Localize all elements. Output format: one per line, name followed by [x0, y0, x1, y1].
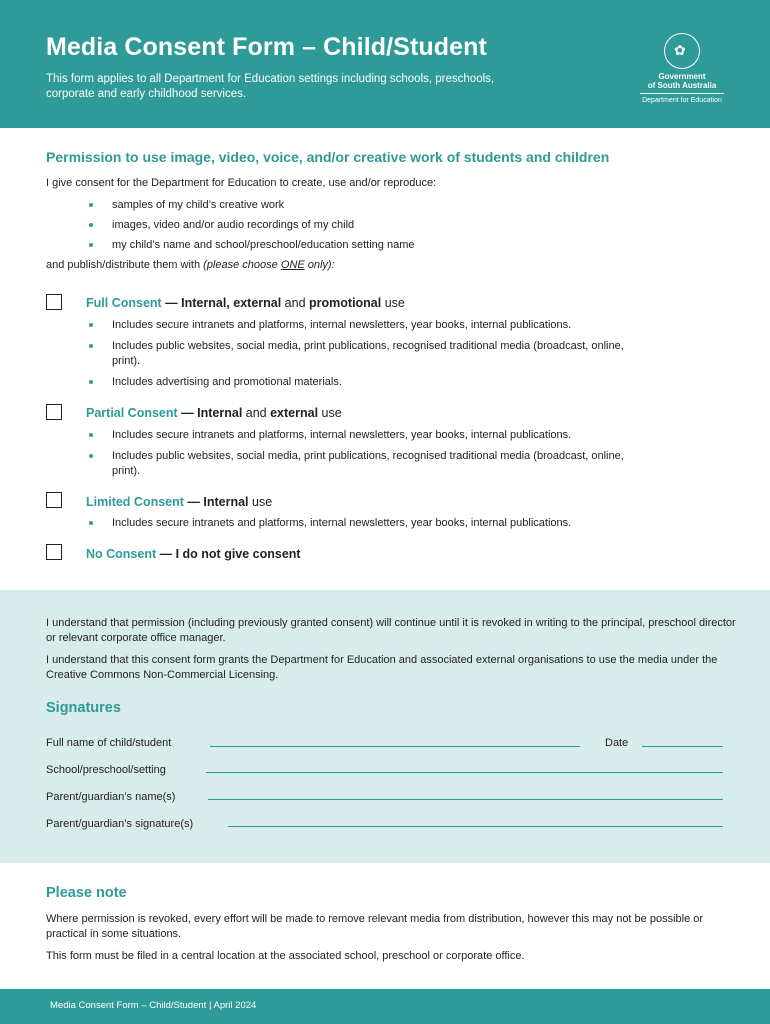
note-paragraph: Where permission is revoked, every effort will be made to remove relevant media from distribution, however this may not be possible or practical in some situations.	[46, 913, 704, 940]
limited-consent-checkbox[interactable]	[46, 492, 62, 508]
limited-consent-label	[86, 494, 272, 510]
option-name: Limited Consent	[86, 495, 184, 509]
option-key2: promotional	[309, 296, 382, 310]
note-title: Please note	[46, 885, 127, 901]
page-header	[0, 0, 770, 128]
permission-title: Permission to use image, video, voice, and/or creative work of students and children	[46, 149, 610, 165]
full-consent-label	[86, 295, 405, 311]
full-consent-checkbox[interactable]	[46, 294, 62, 310]
date-label: Date	[605, 737, 629, 749]
publish-paren-open: (please choose	[203, 259, 281, 271]
note-paragraph: This form must be filed in a central location at the associated school, preschool or corporate office.	[46, 950, 525, 962]
option-name: No Consent	[86, 547, 157, 561]
option-dash: —	[161, 296, 182, 310]
option-dash: —	[177, 406, 198, 420]
logo-gov-line1: Government	[658, 72, 706, 81]
bullet-icon	[89, 223, 93, 227]
option-end: use	[381, 296, 405, 310]
bullet-icon	[89, 243, 93, 247]
school-field[interactable]	[206, 772, 723, 773]
option-bullet: Includes public websites, social media, print publications, recognised traditional media (broadcast, online, print).	[112, 450, 624, 477]
option-dash: —	[183, 495, 204, 509]
publish-paren-close: only):	[304, 259, 335, 271]
parent-name-field[interactable]	[208, 799, 723, 800]
option-mid: and	[281, 296, 310, 310]
option-key1: Internal, external	[181, 296, 282, 310]
page-subtitle: This form applies to all Department for Education settings including schools, preschools, corporate and early childhood services.	[46, 73, 495, 100]
option-name: Partial Consent	[86, 406, 178, 420]
permission-intro: I give consent for the Department for Education to create, use and/or reproduce:	[46, 177, 437, 189]
option-key1: I do not give consent	[175, 547, 301, 561]
logo-divider	[640, 93, 724, 94]
parent-signature-field[interactable]	[228, 826, 723, 827]
page-title: Media Consent Form – Child/Student	[46, 33, 487, 61]
bullet-icon	[89, 454, 93, 458]
full-name-field[interactable]	[210, 746, 580, 747]
option-end: use	[318, 406, 342, 420]
school-label: School/preschool/setting	[46, 764, 166, 776]
option-key1: Internal	[203, 495, 249, 509]
understand-text: I understand that permission (including previously granted consent) will continue until it is revoked in writing to the principal, preschool director or relevant corporate office manager.	[46, 617, 736, 644]
permission-item: my child’s name and school/preschool/education setting name	[112, 239, 415, 251]
bullet-icon	[89, 203, 93, 207]
parent-signature-label: Parent/guardian’s signature(s)	[46, 818, 194, 830]
government-logo	[636, 33, 728, 105]
parent-name-label: Parent/guardian’s name(s)	[46, 791, 176, 803]
option-name: Full Consent	[86, 296, 162, 310]
option-dash: —	[156, 547, 176, 561]
full-name-label: Full name of child/student	[46, 737, 172, 749]
publish-prefix: and publish/distribute them with	[46, 259, 204, 271]
bullet-icon	[89, 323, 93, 327]
permission-item: samples of my child’s creative work	[112, 199, 285, 211]
signatures-title: Signatures	[46, 700, 121, 716]
logo-gov-line2: of South Australia	[647, 81, 717, 90]
partial-consent-checkbox[interactable]	[46, 404, 62, 420]
logo-dept: Department for Education	[642, 97, 722, 104]
bullet-icon	[89, 344, 93, 348]
bullet-icon	[89, 433, 93, 437]
option-bullet: Includes secure intranets and platforms, internal newsletters, year books, internal publications.	[112, 429, 572, 441]
bullet-icon	[89, 521, 93, 525]
understand-text: I understand that this consent form grants the Department for Education and associated external organisations to use the media under the Creative Commons Non-Commercial Licensing.	[46, 654, 718, 681]
publish-one: ONE	[280, 259, 305, 271]
partial-consent-label	[86, 405, 342, 421]
option-bullet: Includes secure intranets and platforms, internal newsletters, year books, internal publications.	[112, 517, 572, 529]
no-consent-checkbox[interactable]	[46, 544, 62, 560]
date-field[interactable]	[642, 746, 723, 747]
option-bullet: Includes secure intranets and platforms, internal newsletters, year books, internal publications.	[112, 319, 572, 331]
bullet-icon	[89, 380, 93, 384]
no-consent-label	[86, 546, 301, 562]
footer-text: Media Consent Form – Child/Student | April 2024	[50, 1000, 257, 1011]
page-footer	[0, 989, 770, 1024]
option-key1: Internal	[197, 406, 243, 420]
permission-item: images, video and/or audio recordings of my child	[112, 219, 355, 231]
option-key2: external	[270, 406, 319, 420]
publish-line	[46, 258, 335, 273]
option-end: use	[248, 495, 273, 509]
option-bullet: Includes public websites, social media, print publications, recognised traditional media (broadcast, online, print).	[112, 340, 624, 367]
option-mid: and	[242, 406, 271, 420]
option-bullet: Includes advertising and promotional materials.	[112, 376, 342, 388]
piping-shrike-icon: ✿	[664, 33, 700, 69]
